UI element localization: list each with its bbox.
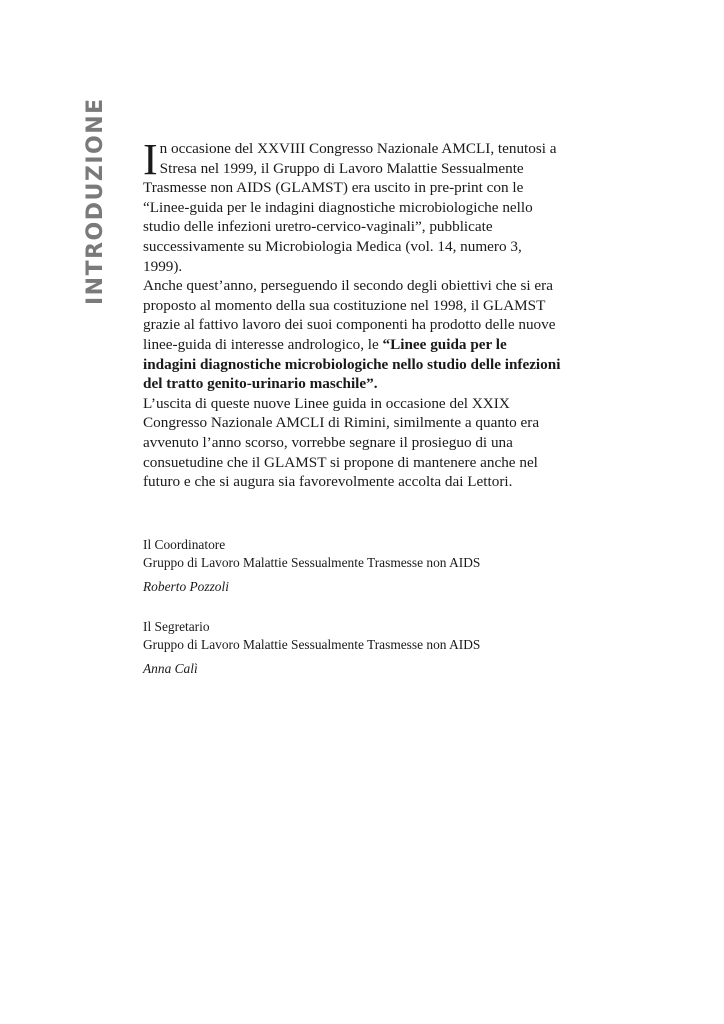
- drop-cap: I: [143, 135, 158, 184]
- signature-coordinator: [143, 536, 583, 596]
- signature-name: Roberto Pozzoli: [143, 579, 229, 594]
- signature-role: Il Coordinatore: [143, 537, 226, 552]
- signatures: [143, 536, 583, 700]
- side-section-title: INTRODUZIONE: [83, 97, 108, 305]
- intro-paragraph-2-text: Anche quest’anno, perseguendo il secondo degli obiettivi che si era proposto al momento della sua costituzione nel 1998, il GLAMST grazie al fattivo lavoro dei suoi componenti ha prodotto delle nuove linee-guida di interesse andrologico, le: [143, 277, 556, 353]
- intro-paragraph-3: L’uscita di queste nuove Linee guida in occasione del XXIX Congresso Nazionale AMCLI di Rimini, similmente a quanto era avvenuto l’anno scorso, vorrebbe segnare il prosieguo di una consuetudine che il GLAMST si propone di mantenere anche nel futuro e che si augura sia favorevolmente accolta dai Lettori.: [143, 394, 540, 491]
- intro-paragraph-1-text: n occasione del XXVIII Congresso Nazionale AMCLI, tenutosi a Stresa nel 1999, il Gruppo di Lavoro Malattie Sessualmente Trasmesse non AIDS (GLAMST) era uscito in pre-print con le “Linee-guida per le indagini diagnostiche microbiologiche nello studio delle infezioni uretro-cervico-vaginali”, pubblicate successivamente su Microbiologia Medica (vol. 14, numero 3, 1999).: [143, 140, 557, 275]
- signature-role: Il Segretario: [143, 619, 210, 634]
- signature-group: Gruppo di Lavoro Malattie Sessualmente Trasmesse non AIDS: [143, 637, 481, 652]
- signature-name: Anna Calì: [143, 661, 198, 676]
- signature-secretary: [143, 618, 583, 678]
- guidelines-title: “Linee guida per le indagini diagnostiche microbiologiche nello studio delle infezioni del tratto genito-urinario maschile”.: [143, 335, 561, 393]
- intro-paragraph-1: [143, 135, 563, 276]
- signature-group: Gruppo di Lavoro Malattie Sessualmente Trasmesse non AIDS: [143, 555, 481, 570]
- intro-body: [143, 135, 563, 492]
- intro-paragraph-2: [143, 276, 563, 394]
